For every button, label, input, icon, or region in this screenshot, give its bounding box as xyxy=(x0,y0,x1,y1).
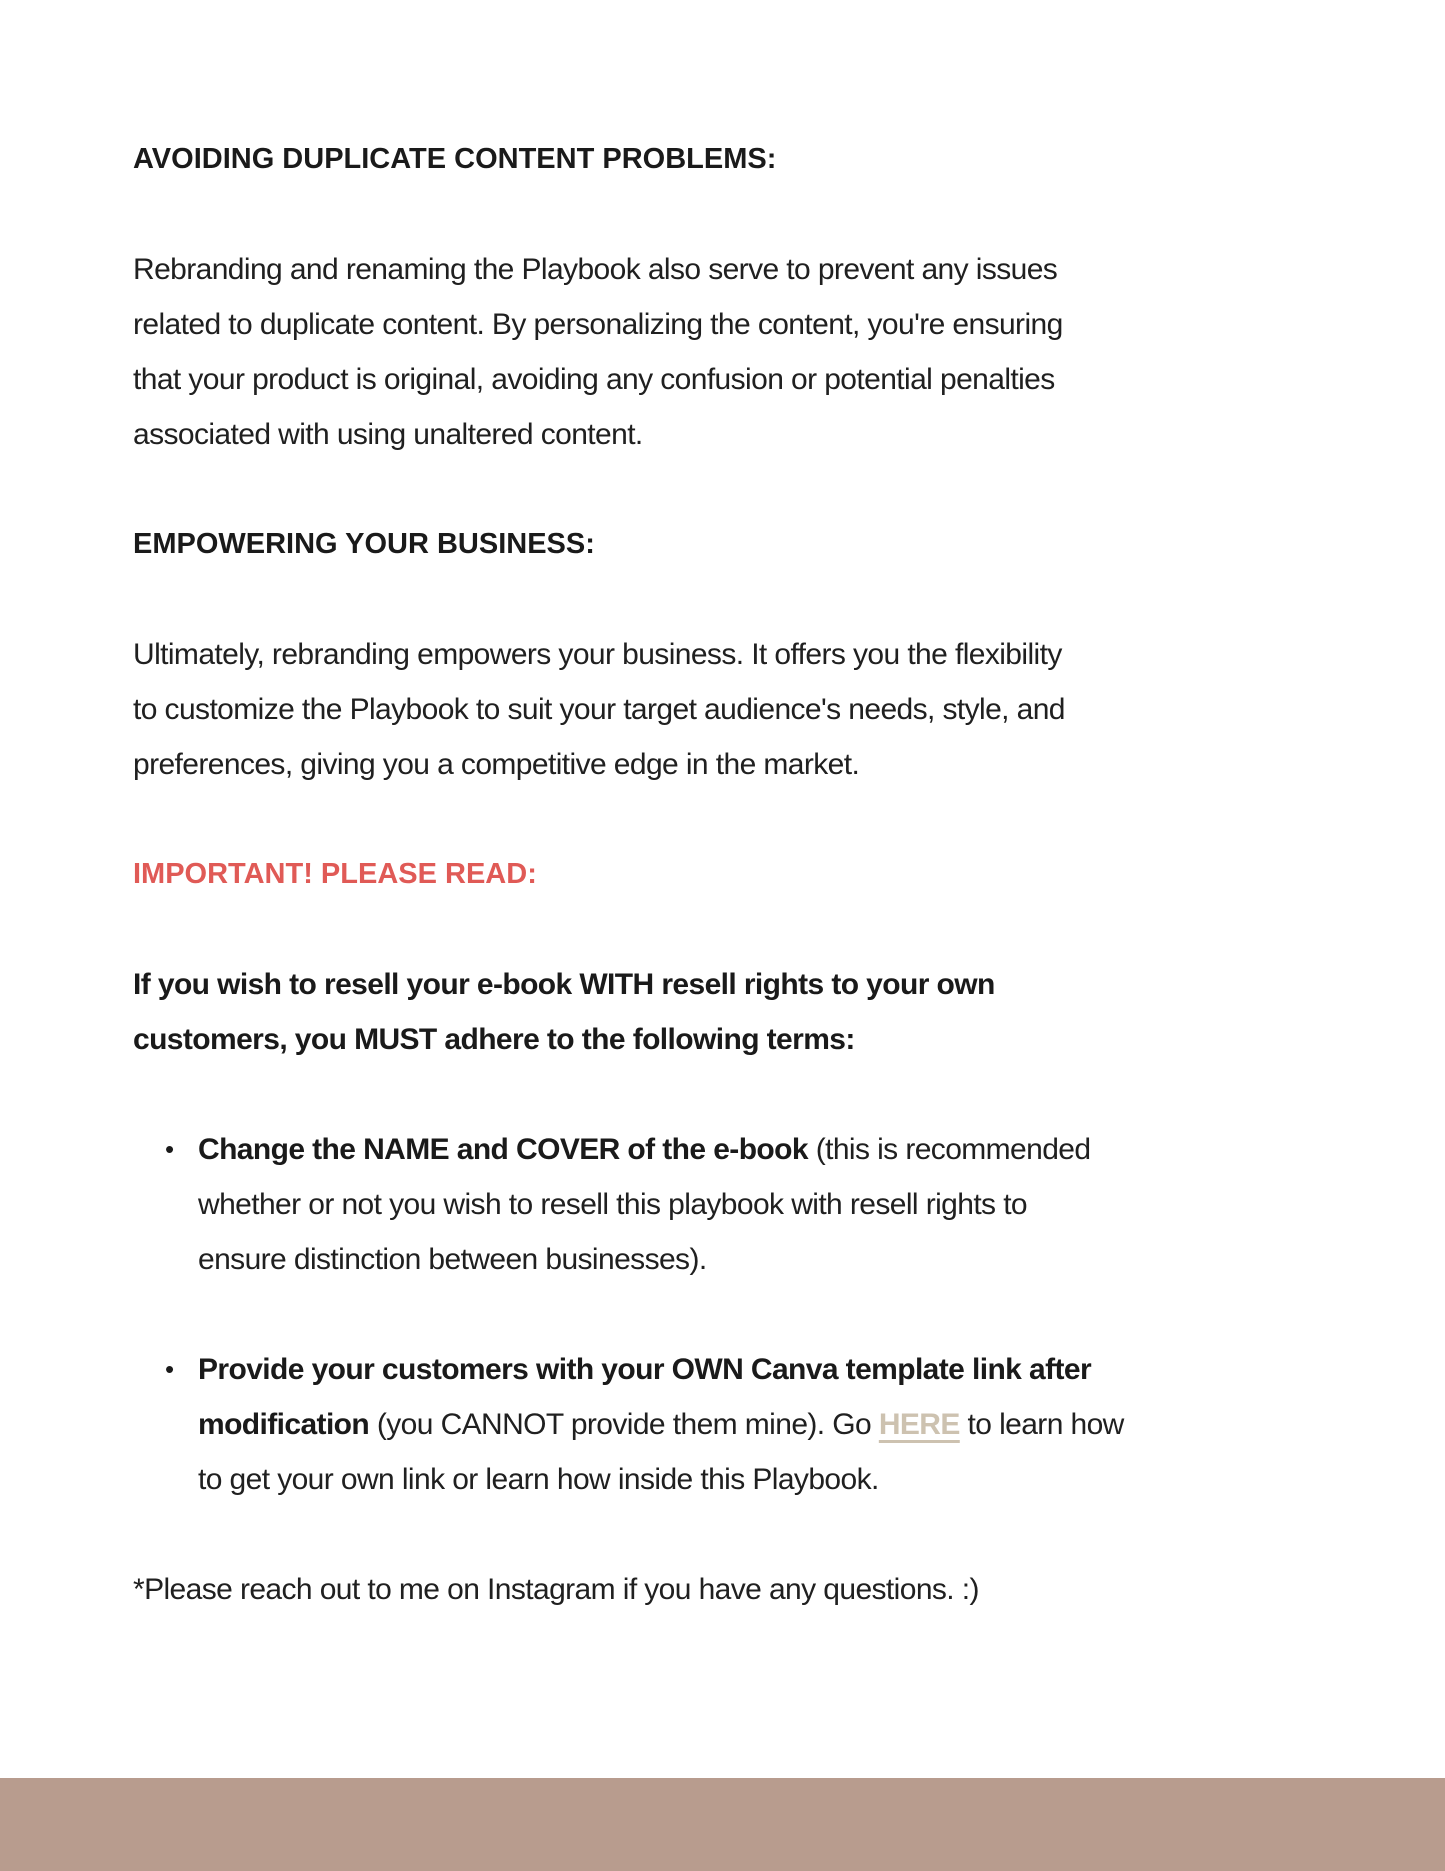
paragraph-line: that your product is original, avoiding any confusion or potential penalties xyxy=(133,363,1055,396)
note-line: *Please reach out to me on Instagram if you have any questions. :) xyxy=(133,1573,979,1606)
resell-terms-intro xyxy=(133,957,1385,1067)
paragraph-line: to customize the Playbook to suit your target audience's needs, style, and xyxy=(133,693,1065,726)
bullet-regular-text: to learn how xyxy=(959,1408,1124,1441)
paragraph-line: related to duplicate content. By personalizing the content, you're ensuring xyxy=(133,308,1063,341)
bullet-line xyxy=(198,1122,1385,1177)
paragraph-empowering xyxy=(133,627,1385,792)
bullet-bold-text: Change the NAME and COVER of the e-book xyxy=(198,1133,808,1166)
bullet-bold-text: modification xyxy=(198,1408,370,1441)
bullet-regular-text: (this is recommended xyxy=(807,1133,1091,1166)
paragraph-line: Rebranding and renaming the Playbook also serve to prevent any issues xyxy=(133,253,1058,286)
paragraph-line: associated with using unaltered content. xyxy=(133,418,643,451)
bullet-line xyxy=(198,1397,1385,1452)
instagram-note xyxy=(133,1562,1385,1617)
bullet-line: to get your own link or learn how inside this Playbook. xyxy=(198,1463,879,1496)
bullet-bold-text: Provide your customers with your OWN Canva template link after xyxy=(198,1353,1092,1386)
bullet-regular-text: (you CANNOT provide them mine). Go xyxy=(369,1408,879,1441)
section-heading-important xyxy=(133,847,1385,902)
paragraph-line: If you wish to resell your e-book WITH resell rights to your own xyxy=(133,968,995,1001)
section-heading-text: EMPOWERING YOUR BUSINESS: xyxy=(133,528,595,560)
bullet-item-1 xyxy=(133,1122,1385,1287)
bullet-icon: • xyxy=(165,1354,175,1384)
bullet-line: whether or not you wish to resell this playbook with resell rights to xyxy=(198,1188,1028,1221)
footer-bar xyxy=(0,1778,1445,1871)
here-link[interactable]: HERE xyxy=(878,1408,960,1441)
bullet-item-2 xyxy=(133,1342,1385,1507)
bullet-line xyxy=(198,1342,1385,1397)
paragraph-duplicate-content xyxy=(133,242,1385,462)
section-heading-empowering xyxy=(133,517,1385,572)
section-heading-avoiding-duplicate xyxy=(133,132,1385,187)
paragraph-line: preferences, giving you a competitive edge in the market. xyxy=(133,748,860,781)
paragraph-line: Ultimately, rebranding empowers your business. It offers you the flexibility xyxy=(133,638,1062,671)
section-heading-text: IMPORTANT! PLEASE READ: xyxy=(133,858,537,890)
paragraph-line: customers, you MUST adhere to the following terms: xyxy=(133,1023,855,1056)
bullet-line: ensure distinction between businesses). xyxy=(198,1243,707,1276)
bullet-icon: • xyxy=(165,1134,175,1164)
section-heading-text: AVOIDING DUPLICATE CONTENT PROBLEMS: xyxy=(133,143,777,175)
